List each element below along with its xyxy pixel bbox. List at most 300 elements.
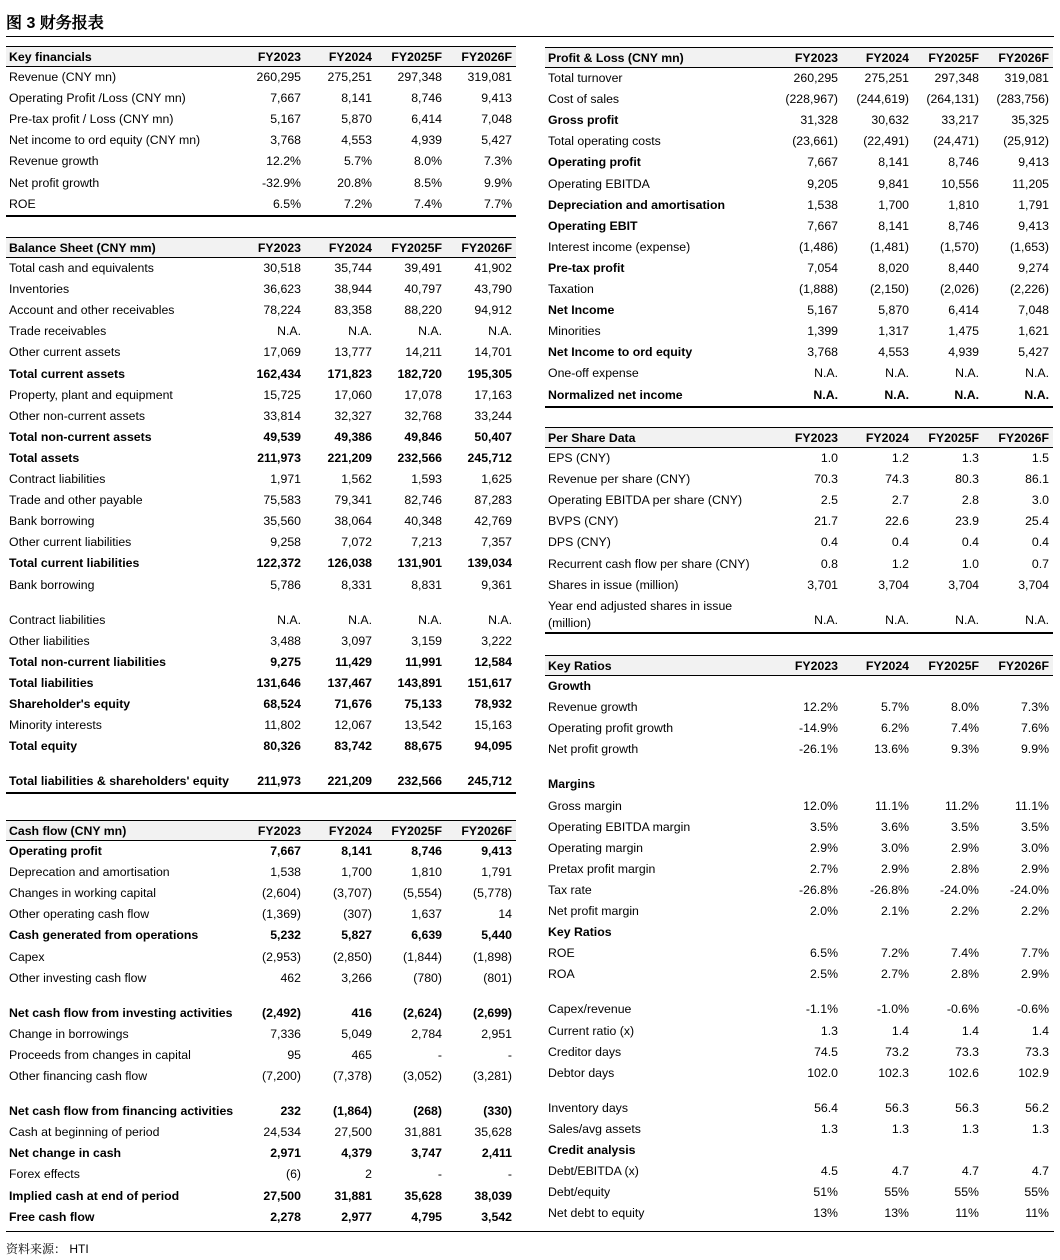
cell-value: (307) [343,907,372,922]
cell-value: 1.3 [891,1121,909,1136]
row-label: Cost of sales [548,92,620,107]
cell-value: 7,667 [270,91,301,106]
table-row [6,385,516,406]
row-label: Property, plant and equipment [9,387,173,402]
cell-value: 15,163 [474,718,512,733]
row-label: Total non-current assets [9,429,152,444]
cell-value: 7.4% [950,721,979,736]
cell-value: 11.1% [875,798,909,813]
cell-value: 70.3 [814,472,838,487]
column-header: FY2025F [391,50,442,64]
table-row [6,490,516,511]
row-spacer [545,1084,1053,1098]
row-spacer [545,760,1053,774]
column-header: FY2024 [865,51,909,65]
table-row [6,258,516,279]
cell-value: 9,841 [878,176,909,191]
row-label: Forex effects [9,1167,80,1182]
row-label: Growth [548,679,592,694]
cell-value: 20.8% [337,175,372,190]
cell-value: 33,244 [474,408,512,423]
cell-value: 232 [280,1104,301,1119]
cell-value: (268) [413,1104,442,1119]
cell-value: 7.7% [483,196,512,211]
cell-value: 7,667 [270,844,301,859]
cell-value: 2,784 [411,1026,442,1041]
cell-value: 4.5 [820,1164,838,1179]
row-label: Account and other receivables [9,303,175,318]
cell-value: 13,777 [334,345,372,360]
cell-value: (2,624) [403,1005,442,1020]
cell-value: 1,637 [411,907,442,922]
column-header: FY2025F [391,824,442,838]
table-row [6,1101,516,1122]
cell-value: 4,553 [341,133,372,148]
table-row [6,406,516,427]
row-label: Taxation [548,282,594,297]
cell-value: - [507,1047,512,1062]
cell-value: 55% [954,1185,979,1200]
cell-value: 4,939 [948,345,979,360]
cell-value: 1,475 [948,324,979,339]
row-label: Depreciation and amortisation [548,197,725,212]
cell-value: 232,566 [397,774,442,789]
row-label: Operating EBITDA per share (CNY) [548,493,743,508]
cell-value: 9.9% [483,175,512,190]
cell-value: 30,518 [263,261,301,276]
cell-value: 1,700 [341,865,372,880]
cell-value: 7,048 [1018,303,1049,318]
column-header: FY2026F [461,241,512,255]
table-row [6,469,516,490]
column-header: FY2023 [257,824,301,838]
section-title: Key financials [9,50,92,64]
cell-value: 6.5% [272,196,301,211]
cell-value: 0.4 [820,535,838,550]
cell-value: (24,471) [933,134,979,149]
table-row [545,838,1053,859]
cell-value: 49,539 [263,429,301,444]
cell-value: 6,414 [411,112,442,127]
cell-value: (801) [483,970,512,985]
cell-value: 8,746 [948,155,979,170]
row-label: Operating EBITDA margin [548,819,691,834]
cell-value: (1,864) [333,1104,372,1119]
section-header [6,46,516,67]
cell-value: 8,746 [411,844,442,859]
cell-value: 245,712 [467,774,512,789]
cell-value: 7,054 [807,260,838,275]
table-row [6,1207,516,1228]
cell-value: 462 [280,970,301,985]
row-spacer [545,985,1053,999]
cell-value: 3.0% [1020,840,1049,855]
row-label: Net cash flow from financing activities [9,1104,234,1119]
table-row [6,553,516,574]
row-label: Deprecation and amortisation [9,865,170,880]
cell-value: 131,901 [397,556,442,571]
cell-value: 5,167 [807,303,838,318]
table-row [545,469,1053,490]
cell-value: -26.8% [799,882,838,897]
row-label: Operating Profit /Loss (CNY mn) [9,91,186,106]
cell-value: 2.8 [961,493,979,508]
cell-value: 7.7% [1020,946,1049,961]
row-label: Net change in cash [9,1146,122,1161]
cell-value: (1,653) [1010,239,1049,254]
row-label: Year end adjusted shares in issue (million) [548,598,733,630]
row-label: Other current liabilities [9,535,132,550]
cell-value: 31,328 [800,113,838,128]
cell-value: 13.6% [874,742,909,757]
cell-value: 8,331 [341,577,372,592]
cell-value: 56.2 [1025,1100,1049,1115]
row-label: Sales/avg assets [548,1121,641,1136]
cell-value: 2,971 [270,1146,301,1161]
cell-value: (264,131) [926,92,979,107]
cell-value: 8,746 [411,91,442,106]
row-label: Credit analysis [548,1142,636,1157]
row-label: Operating profit growth [548,721,674,736]
cell-value: 297,348 [934,71,979,86]
cell-value: (2,850) [333,949,372,964]
cell-value: 14,211 [405,345,442,360]
cell-value: -14.9% [799,721,838,736]
cell-value: 1.3 [820,1121,838,1136]
table-row [545,676,1053,697]
row-label: Other liabilities [9,633,90,648]
cell-value: 9,205 [807,176,838,191]
row-label: Margins [548,777,596,792]
cell-value: 139,034 [467,556,512,571]
cell-value: 83,742 [334,739,372,754]
cell-value: 95 [287,1047,301,1062]
cell-value: 182,720 [397,366,442,381]
table-row [545,258,1053,279]
cell-value: 78,224 [263,303,301,318]
cell-value: 55% [1024,1185,1049,1200]
cell-value: 14,701 [474,345,512,360]
cell-value: 17,060 [334,387,372,402]
table-row [545,363,1053,384]
cell-value: -0.6% [1016,1002,1049,1017]
table-row [545,216,1053,237]
table-row [545,1140,1053,1161]
cell-value: 1,791 [1018,197,1049,212]
cell-value: N.A. [488,324,512,339]
cell-value: -1.1% [805,1002,838,1017]
cell-value: N.A. [954,387,979,402]
table-row [6,300,516,321]
cell-value: N.A. [418,324,442,339]
cell-value: 38,944 [334,282,372,297]
cell-value: 221,209 [327,774,372,789]
cell-value: 465 [351,1047,372,1062]
section-title: Balance Sheet (CNY mm) [9,241,156,255]
cell-value: 8.0% [950,700,979,715]
row-label: Other operating cash flow [9,907,150,922]
row-label: Gross margin [548,798,622,813]
cell-value: 1,810 [948,197,979,212]
cell-value: 2,951 [481,1026,512,1041]
cell-value: 56.3 [955,1100,979,1115]
cell-value: (7,200) [262,1069,301,1084]
cell-value: 94,095 [474,739,512,754]
row-label: Gross profit [548,113,619,128]
table-row [6,968,516,989]
cell-value: 5,786 [270,577,301,592]
row-label: Proceeds from changes in capital [9,1047,191,1062]
cell-value: 211,973 [257,774,301,789]
cell-value: 82,746 [404,493,442,508]
table-row [545,1063,1053,1084]
cell-value: (2,026) [940,282,979,297]
table-row [6,1164,516,1185]
row-label: Total turnover [548,71,623,86]
cell-value: 2.5 [820,493,838,508]
row-label: ROE [9,196,36,211]
row-label: Trade and other payable [9,493,143,508]
cell-value: 102.6 [948,1065,979,1080]
cell-value: 3,542 [481,1209,512,1224]
cell-value: 21.7 [814,514,838,529]
cell-value: 9,258 [270,535,301,550]
cell-value: 102.0 [807,1065,838,1080]
table-row [545,796,1053,817]
cell-value: 35,628 [404,1188,442,1203]
cell-value: 2.7% [809,861,838,876]
cell-value: - [507,1167,512,1182]
cell-value: 56.3 [885,1100,909,1115]
cell-value: 1,700 [878,197,909,212]
table-row [6,321,516,342]
row-label: Other non-current assets [9,408,146,423]
table-row [545,596,1053,634]
cell-value: (3,052) [403,1069,442,1084]
row-label: Capex [9,949,45,964]
table-row [6,173,516,194]
row-label: Total operating costs [548,134,661,149]
row-label: Net Income [548,303,615,318]
table-row [545,817,1053,838]
cell-value: 1,317 [878,324,909,339]
cell-value: 8,141 [341,844,372,859]
row-label: Creditor days [548,1044,622,1059]
table-row [6,1024,516,1045]
table-row [6,694,516,715]
cell-value: 1,562 [341,472,372,487]
cell-value: 5,827 [341,928,372,943]
table-row [6,673,516,694]
cell-value: 0.8 [820,556,838,571]
cell-value: 260,295 [256,70,301,85]
table-row [545,1119,1053,1140]
table-row [6,947,516,968]
column-header: FY2026F [998,659,1049,673]
column-header: FY2024 [328,824,372,838]
cell-value: 74.3 [885,472,909,487]
row-label: Debt/equity [548,1185,611,1200]
table-row [6,88,516,109]
cell-value: (244,619) [856,92,909,107]
cell-value: 35,325 [1011,113,1049,128]
cell-value: 3,266 [341,970,372,985]
table-row [6,883,516,904]
table-row [6,841,516,862]
row-label: Implied cash at end of period [9,1188,180,1203]
cell-value: 7.6% [1020,721,1049,736]
cell-value: 1.3 [1031,1121,1049,1136]
cell-value: 12,067 [334,718,372,733]
section-balance-sheet-cny-mm [6,237,516,794]
top-divider [6,36,1054,37]
cell-value: 39,491 [404,261,442,276]
row-label: Revenue growth [9,154,99,169]
cell-value: 4.7 [891,1164,909,1179]
cell-value: 1,399 [807,324,838,339]
cell-value: N.A. [348,612,372,627]
cell-value: -0.6% [946,1002,979,1017]
table-row [545,718,1053,739]
cell-value: 8,141 [341,91,372,106]
cell-value: 7.2% [343,196,372,211]
table-row [545,490,1053,511]
table-row [6,67,516,88]
cell-value: 102.9 [1018,1065,1049,1080]
cell-value: N.A. [814,366,838,381]
cell-value: (5,778) [473,886,512,901]
cell-value: 6.2% [880,721,909,736]
table-row [6,109,516,130]
cell-value: 3,704 [948,577,979,592]
cell-value: 32,768 [404,408,442,423]
cell-value: 2 [365,1167,372,1182]
cell-value: 4,795 [411,1209,442,1224]
cell-value: 13,542 [404,718,442,733]
column-header: FY2024 [865,659,909,673]
cell-value: N.A. [814,612,838,627]
cell-value: 75,583 [263,493,301,508]
cell-value: 3,704 [878,577,909,592]
cell-value: 171,823 [327,366,372,381]
table-row [545,880,1053,901]
table-row [545,1203,1053,1224]
row-label: Other investing cash flow [9,970,147,985]
table-row [6,771,516,794]
column-header: FY2024 [328,241,372,255]
cell-value: 3.0% [880,840,909,855]
cell-value: 7.4% [413,196,442,211]
cell-value: 131,646 [256,675,301,690]
cell-value: 221,209 [327,450,372,465]
row-spacer [6,757,516,771]
cell-value: 17,069 [263,345,301,360]
cell-value: 3.5% [950,819,979,834]
cell-value: N.A. [1024,387,1049,402]
cell-value: (1,481) [870,239,909,254]
table-row [6,631,516,652]
section-header [545,47,1053,68]
cell-value: 55% [884,1185,909,1200]
cell-value: 8,020 [878,260,909,275]
cell-value: -26.1% [799,742,838,757]
cell-value: 102.3 [878,1065,909,1080]
cell-value: 3,488 [270,633,301,648]
cell-value: N.A. [955,612,979,627]
row-label: Free cash flow [9,1209,95,1224]
section-header [6,820,516,841]
cell-value: 12,584 [474,654,512,669]
row-label: Debtor days [548,1065,615,1080]
table-row [545,342,1053,363]
row-label: Pretax profit margin [548,861,656,876]
row-label: Normalized net income [548,387,683,402]
row-label: Net Income to ord equity [548,345,693,360]
cell-value: 2.0% [809,904,838,919]
row-label: One-off expense [548,366,639,381]
table-row [6,130,516,151]
cell-value: 73.2 [885,1044,909,1059]
cell-value: 88,220 [404,303,442,318]
cell-value: 7,357 [481,535,512,550]
cell-value: 68,524 [263,696,301,711]
table-row [6,194,516,217]
cell-value: 7,072 [341,535,372,550]
cell-value: 11% [1025,1206,1049,1221]
column-header: FY2026F [461,50,512,64]
cell-value: 40,797 [404,282,442,297]
cell-value: 260,295 [793,71,838,86]
cell-value: 38,064 [334,514,372,529]
section-title: Cash flow (CNY mn) [9,824,127,838]
cell-value: 36,623 [263,282,301,297]
cell-value: 0.4 [891,535,909,550]
cell-value: (330) [483,1104,512,1119]
row-label: Cash at beginning of period [9,1125,160,1140]
cell-value: 78,932 [474,696,512,711]
table-row [6,151,516,172]
table-row [545,922,1053,943]
table-row [6,511,516,532]
row-label: Operating EBITDA [548,176,650,191]
table-row [545,174,1053,195]
cell-value: 7,213 [411,535,442,550]
cell-value: (228,967) [785,92,838,107]
cell-value: 11,802 [264,718,301,733]
cell-value: 8.5% [413,175,442,190]
table-row [6,448,516,469]
cell-value: 35,628 [474,1125,512,1140]
cell-value: (1,570) [940,239,979,254]
cell-value: 2.1% [880,904,909,919]
cell-value: 11.1% [1015,798,1049,813]
table-row [6,1186,516,1207]
page-title: 图 3 财务报表 [6,15,104,32]
row-label: Total cash and equivalents [9,261,154,276]
cell-value: 43,790 [474,282,512,297]
cell-value: 51% [813,1185,838,1200]
table-row [6,925,516,946]
cell-value: N.A. [277,324,301,339]
cell-value: 35,560 [263,514,301,529]
column-header: FY2025F [928,431,979,445]
cell-value: 1.2 [891,556,909,571]
row-label: Other current assets [9,345,121,360]
cell-value: (2,699) [473,1005,512,1020]
cell-value: 87,283 [474,493,512,508]
row-label: Cash generated from operations [9,928,199,943]
cell-value: 232,566 [397,450,442,465]
